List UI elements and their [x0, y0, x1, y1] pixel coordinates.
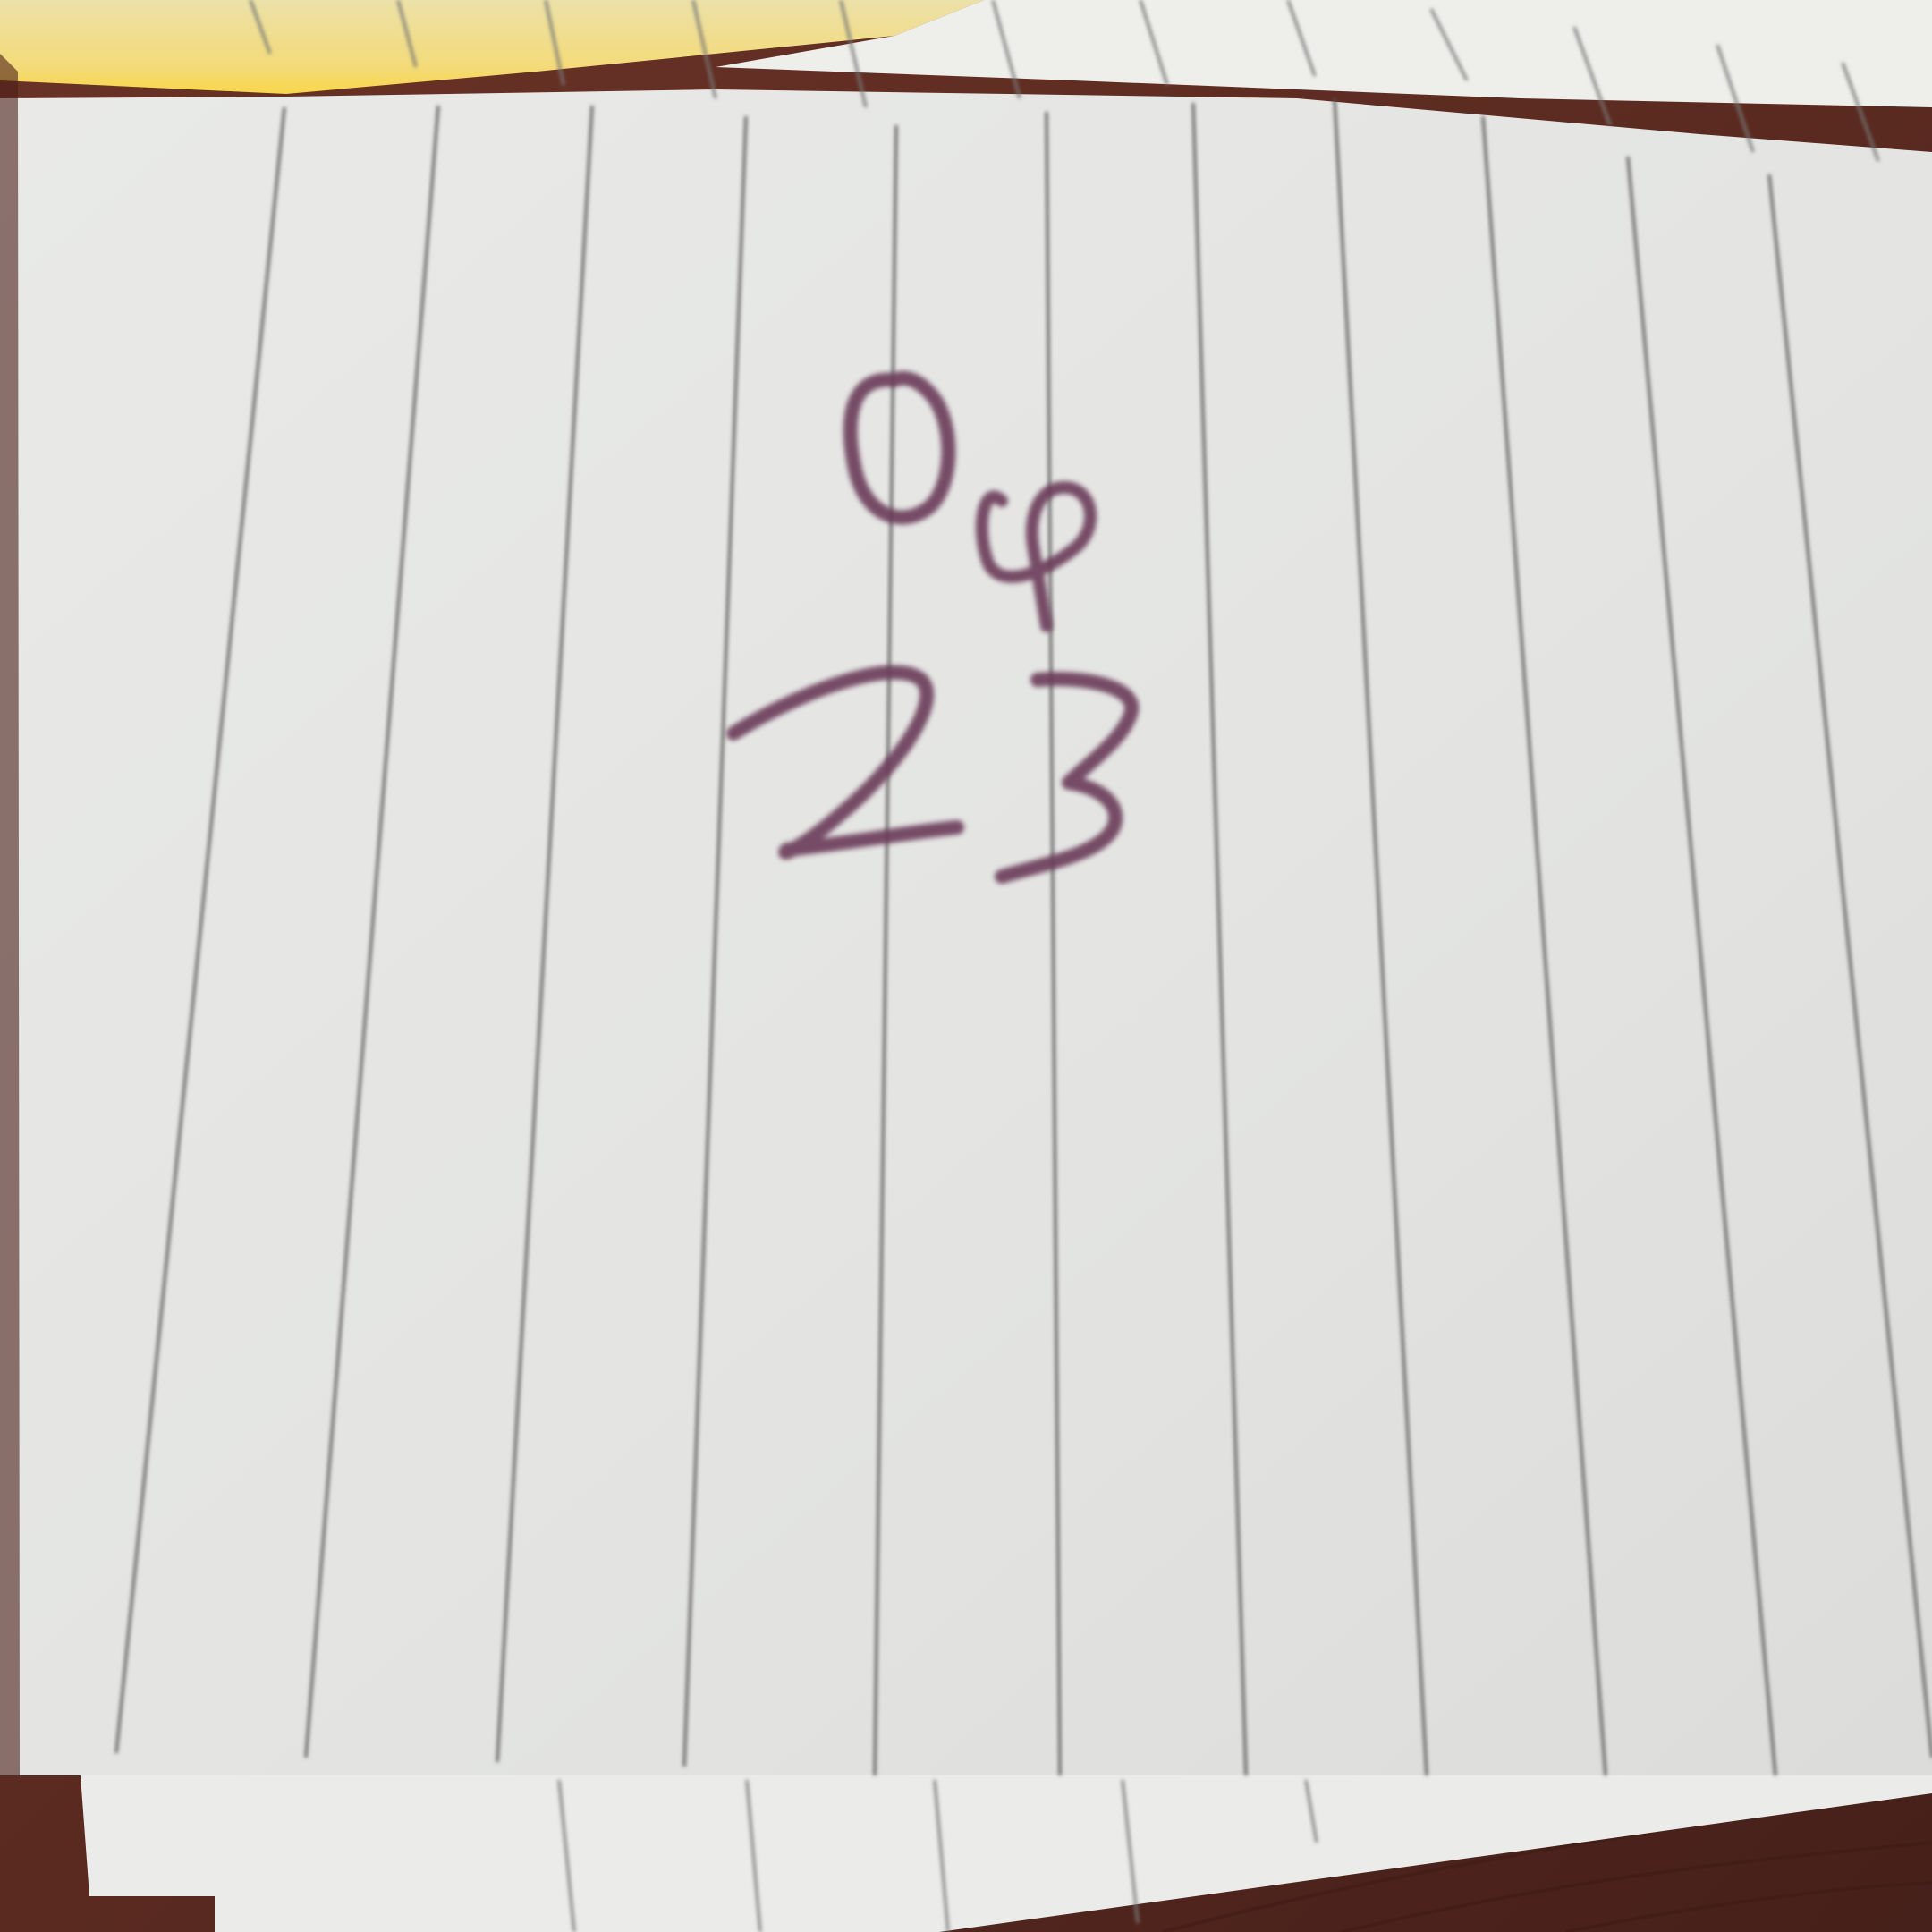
- table-edge-left: [0, 54, 20, 1775]
- index-card: [0, 89, 1932, 1775]
